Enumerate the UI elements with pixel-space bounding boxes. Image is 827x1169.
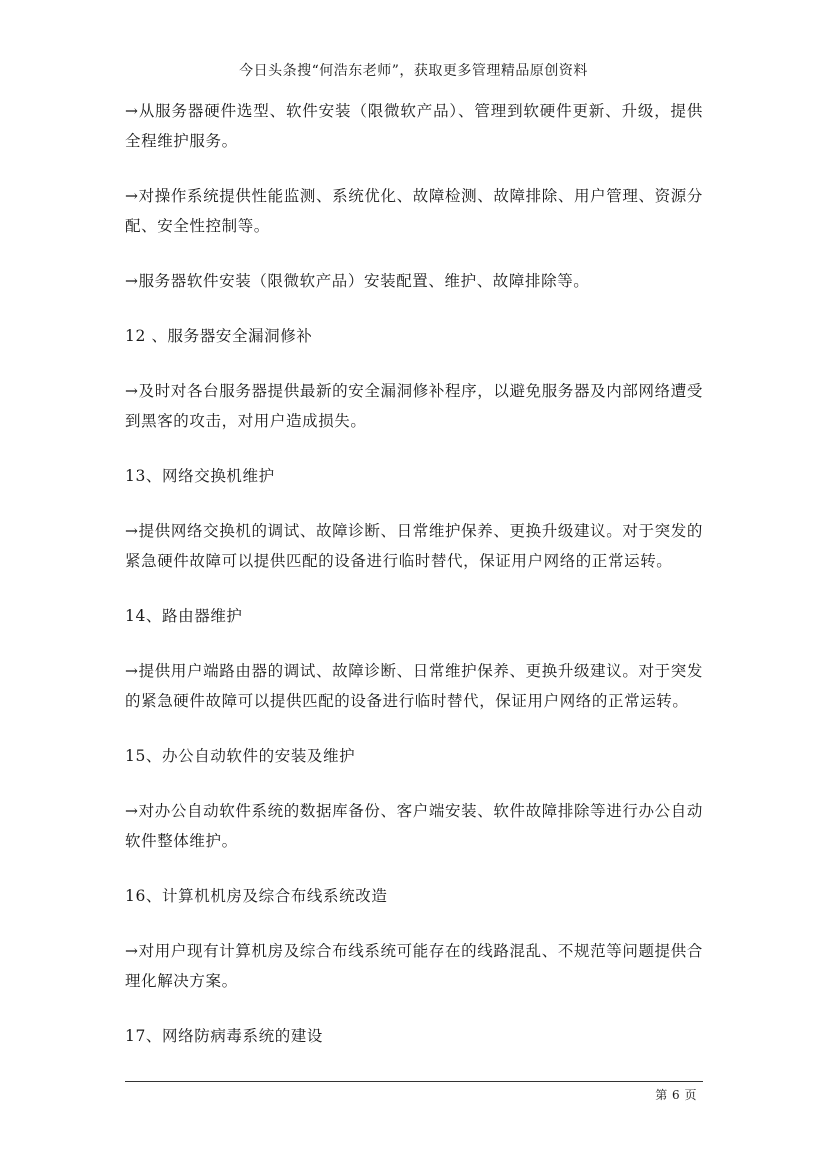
service-paragraph: →提供用户端路由器的调试、故障诊断、日常维护保养、更换升级建议。对于突发的紧急硬件故障可以提供匹配的设备进行临时替代，保证用户网络的正常运转。	[125, 662, 703, 710]
section-heading: 15、办公自动软件的安装及维护	[125, 747, 356, 765]
service-paragraph: →从服务器硬件选型、软件安装（限微软产品）、管理到软硬件更新、升级，提供全程维护服务。	[125, 102, 703, 150]
service-paragraph: →对办公自动软件系统的数据库备份、客户端安装、软件故障排除等进行办公自动软件整体维护。	[125, 802, 703, 850]
service-paragraph: →对操作系统提供性能监测、系统优化、故障检测、故障排除、用户管理、资源分配、安全性控制等。	[125, 187, 703, 235]
section-heading: 13、网络交换机维护	[125, 467, 275, 485]
page-number: 第 6 页	[655, 1088, 697, 1102]
page-header: 今日头条搜“何浩东老师”，获取更多管理精品原创资料	[239, 63, 588, 79]
section-heading: 14、路由器维护	[125, 607, 243, 625]
section-heading: 17、网络防病毒系统的建设	[125, 1027, 324, 1045]
service-paragraph: →及时对各台服务器提供最新的安全漏洞修补程序，以避免服务器及内部网络遭受到黑客的攻击，对用户造成损失。	[125, 382, 703, 430]
footer-divider	[125, 1081, 703, 1082]
service-paragraph: →对用户现有计算机房及综合布线系统可能存在的线路混乱、不规范等问题提供合理化解决方案。	[125, 942, 703, 990]
section-heading: 12 、服务器安全漏洞修补	[125, 327, 313, 345]
document-body	[125, 96, 703, 1051]
service-paragraph: →提供网络交换机的调试、故障诊断、日常维护保养、更换升级建议。对于突发的紧急硬件故障可以提供匹配的设备进行临时替代，保证用户网络的正常运转。	[125, 522, 703, 570]
section-heading: 16、计算机机房及综合布线系统改造	[125, 887, 388, 905]
service-paragraph: →服务器软件安装（限微软产品）安装配置、维护、故障排除等。	[125, 272, 590, 290]
